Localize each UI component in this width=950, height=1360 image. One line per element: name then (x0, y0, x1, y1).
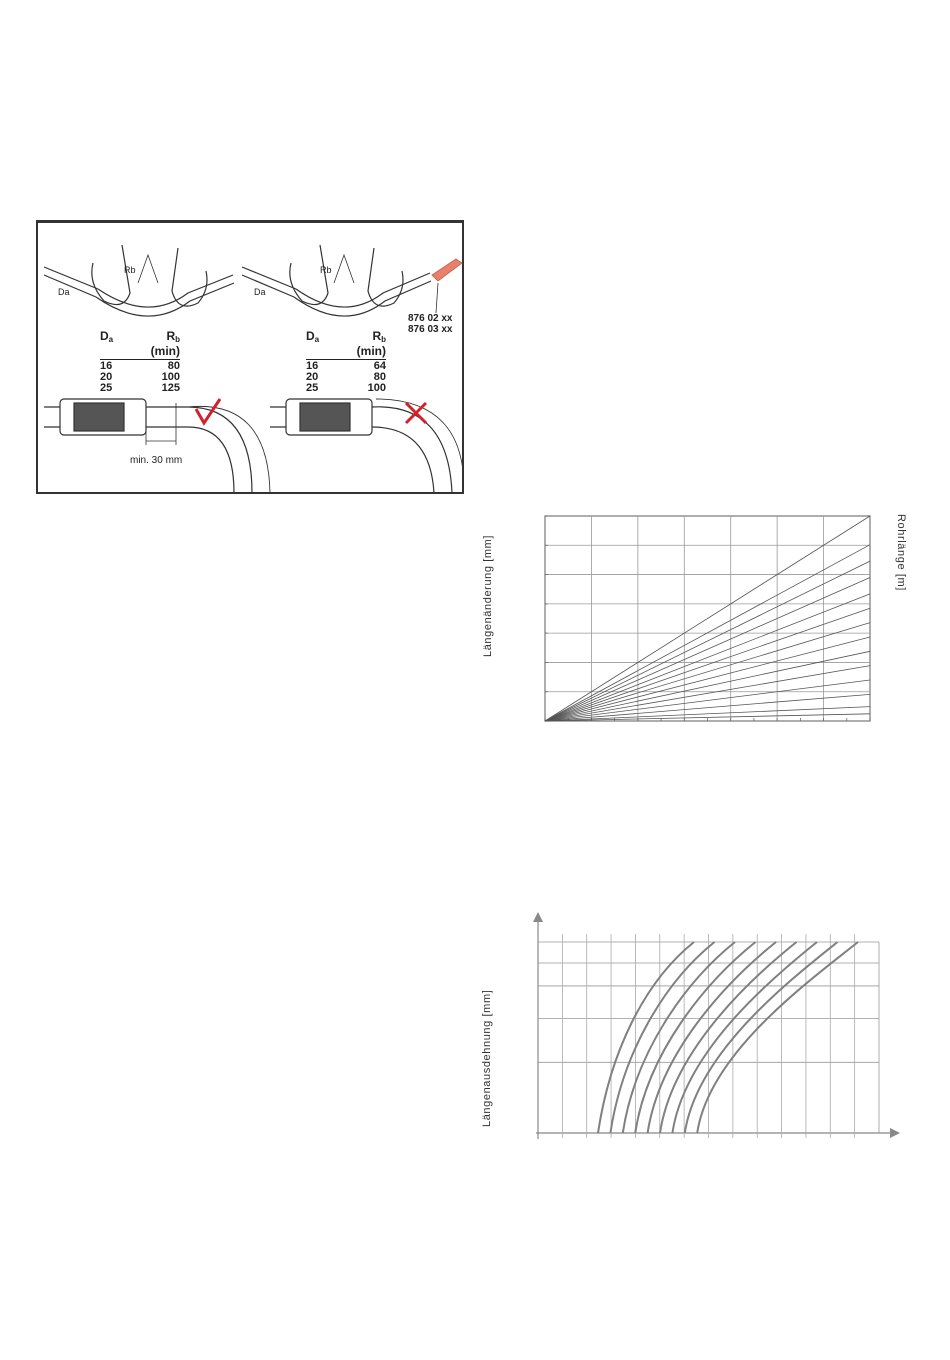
table-row: 16 64 (306, 360, 386, 372)
min-radius-table-left: $D_a$ $R_b$ (min) 16 80 20 100 25 125 (100, 329, 180, 394)
length-expansion-chart (528, 910, 904, 1142)
chart1-y2-label: Rohrlänge [m] (895, 514, 907, 591)
expansion-curve (685, 942, 838, 1133)
series-line (545, 694, 870, 721)
series-line (545, 608, 870, 721)
chart2-y-label: Längenausdehnung [mm] (481, 989, 493, 1127)
table-row: 16 80 (100, 360, 180, 372)
series-line (545, 516, 870, 721)
table-row: 20 100 (100, 371, 180, 383)
table-row: 25 125 (100, 382, 180, 394)
series-line (545, 623, 870, 721)
min-radius-table-right: $D_a$ $R_b$ (min) 16 64 20 80 25 100 (306, 329, 386, 394)
da-symbol-left: Da (58, 287, 70, 297)
x-axis-arrow (890, 1128, 900, 1138)
da-symbol-right: Da (254, 287, 266, 297)
series-line (545, 561, 870, 721)
table-row: 20 80 (306, 371, 386, 383)
check-icon (196, 399, 220, 423)
cross-icon (406, 403, 426, 423)
table-row: 25 100 (306, 382, 386, 394)
bending-figure (36, 220, 464, 494)
rb-symbol-right: Rb (320, 265, 332, 275)
article-numbers: 876 02 xx 876 03 xx (408, 313, 453, 335)
expansion-curve (610, 942, 714, 1133)
bent-pipe (98, 275, 233, 307)
min-distance-label: min. 30 mm (130, 455, 183, 466)
bending-tool (432, 259, 462, 281)
y-axis-arrow (533, 912, 543, 922)
series-line (545, 594, 870, 721)
series-line (545, 666, 870, 721)
length-change-chart (540, 512, 876, 726)
rb-symbol-left: Rb (124, 265, 136, 275)
chart1-y-label: Längenänderung [mm] (482, 534, 494, 657)
expansion-curve (697, 942, 858, 1133)
right-hand (172, 248, 207, 306)
